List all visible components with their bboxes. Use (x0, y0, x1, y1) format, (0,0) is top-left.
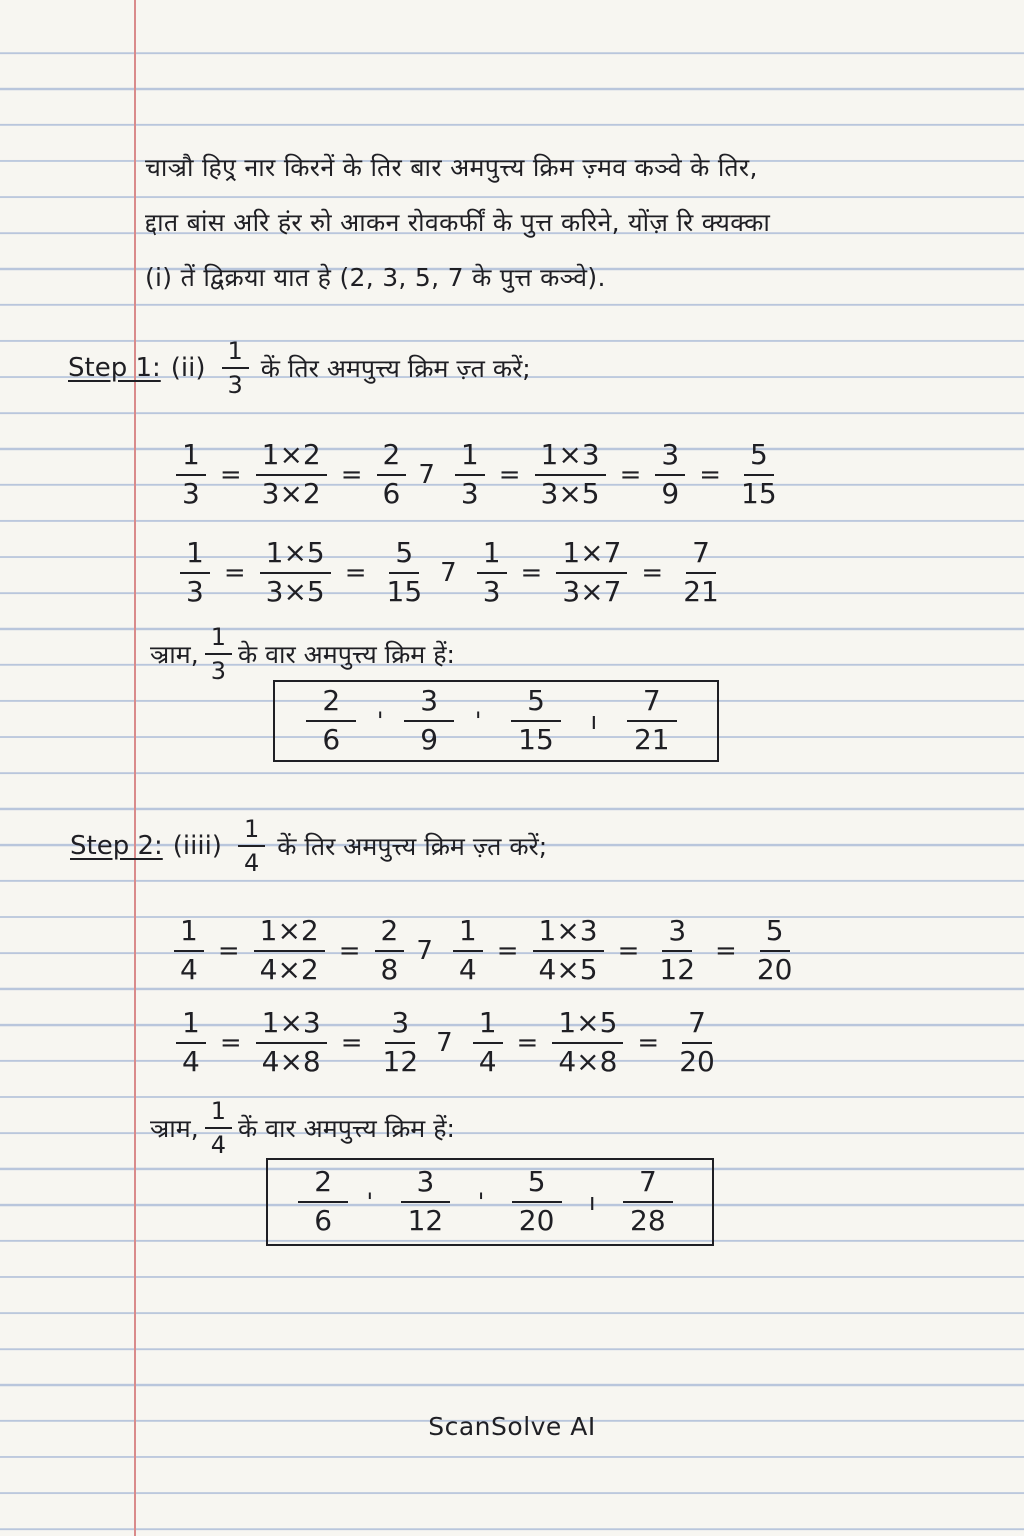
equals-sign: = (219, 1027, 242, 1058)
step-2-label: Step 2: (70, 831, 163, 862)
equals-sign: = (344, 557, 367, 588)
step-1-equation-row-1 (172, 440, 787, 510)
equals-sign: = (219, 459, 242, 490)
fraction: $\frac{5}{15}$ (386, 536, 423, 608)
equals-sign: = (516, 1027, 539, 1058)
separator-mark: ' (474, 707, 482, 735)
answer-fraction: $\frac{3}{12}$ (392, 1167, 460, 1237)
equals-sign: = (699, 459, 722, 490)
separator-mark: ı (590, 707, 598, 735)
intro-paragraph (145, 140, 1005, 305)
separator-mark: ı (588, 1188, 596, 1216)
fraction: $\frac{3}{12}$ (382, 1006, 419, 1078)
separator-mark: ' (366, 1188, 374, 1216)
fraction: $\frac{7}{21}$ (683, 536, 719, 608)
step-2-answer-box (266, 1158, 714, 1246)
fraction: $\frac{7}{20}$ (679, 1006, 715, 1078)
step-1-part: (ii) (170, 353, 206, 384)
fraction: $\frac{1}{4}$ (176, 1008, 206, 1078)
equals-sign: = (641, 557, 664, 588)
answer-fraction: $\frac{2}{6}$ (298, 1167, 348, 1237)
answer-fraction: $\frac{2}{6}$ (306, 686, 356, 756)
answer-fraction: $\frac{5}{15}$ (502, 686, 570, 756)
step-2-text: कें तिर अमपुत्त्य क्रिम ज़्त करें; (277, 832, 548, 862)
step-1-text: कें तिर अमपुत्त्य क्रिम ज़्त करें; (260, 354, 531, 384)
margin-line (134, 0, 136, 1536)
step-1-label: Step 1: (68, 353, 161, 384)
fraction: $\frac{1\times 5}{3\times 5}$ (260, 538, 331, 608)
step-2-equation-row-1 (170, 916, 802, 986)
answer-fraction: $\frac{3}{9}$ (404, 686, 454, 756)
equals-sign: = (217, 935, 240, 966)
equals-sign: = (637, 1027, 660, 1058)
fraction: $\frac{2}{8}$ (375, 916, 405, 986)
fraction: $\frac{1}{3}$ (477, 538, 507, 608)
fraction: $\frac{1}{4}$ (473, 1008, 503, 1078)
step-2-heading (70, 816, 547, 877)
fraction: $\frac{5}{20}$ (756, 914, 793, 986)
summary-prefix: ञ्राम, (150, 1114, 199, 1144)
equals-sign: = (496, 935, 519, 966)
fraction: $\frac{1\times 2}{4\times 2}$ (254, 916, 325, 986)
fraction: $\frac{1\times 3}{4\times 8}$ (256, 1008, 327, 1078)
answer-fraction: $\frac{5}{20}$ (503, 1167, 571, 1237)
fraction: $\frac{3}{9}$ (655, 440, 685, 510)
fraction: $\frac{5}{15}$ (741, 438, 777, 510)
equals-sign: = (340, 1027, 363, 1058)
fraction: $\frac{1\times 7}{3\times 7}$ (556, 538, 627, 608)
fraction: $\frac{3}{12}$ (659, 914, 696, 986)
intro-line-3: (i) तें द्विक्रया यात हे (2, 3, 5, 7 के पुत्त कञ्वे). (145, 263, 606, 292)
step-2-equation-row-2 (172, 1008, 725, 1078)
fraction: $\frac{1}{3}$ (455, 440, 485, 510)
summary-fraction: $\frac{1}{4}$ (205, 1098, 232, 1159)
summary-fraction: $\frac{1}{3}$ (205, 624, 232, 685)
answer-fraction: $\frac{7}{21}$ (618, 686, 686, 756)
summary-text: के वार अमपुत्त्य क्रिम हें: (237, 640, 455, 670)
fraction: $\frac{1\times 3}{3\times 5}$ (535, 440, 606, 510)
fraction: $\frac{1}{4}$ (453, 916, 483, 986)
equals-sign: = (715, 935, 737, 966)
comma-mark: 7 (418, 459, 435, 490)
equals-sign: = (617, 935, 640, 966)
fraction: $\frac{2}{6}$ (377, 440, 407, 510)
separator-mark: ' (477, 1188, 485, 1216)
step-2-part: (iiii) (172, 831, 222, 862)
summary-prefix: ञ्राम, (150, 640, 199, 670)
fraction: $\frac{1}{4}$ (174, 916, 204, 986)
fraction: $\frac{1\times 3}{4\times 5}$ (533, 916, 604, 986)
step-1-summary (150, 624, 455, 685)
equals-sign: = (338, 935, 361, 966)
step-2-summary (150, 1098, 455, 1159)
fraction: $\frac{1\times 5}{4\times 8}$ (552, 1008, 623, 1078)
summary-text: कें वार अमपुत्त्य क्रिम हें: (237, 1114, 455, 1144)
fraction: $\frac{1}{3}$ (176, 440, 206, 510)
intro-line-1: चाञ्रौ हिए्र नार किरनें के तिर बार अमपुत्त्य क्रिम ज़्मव कञ्वे के तिर, (145, 153, 758, 182)
equals-sign: = (520, 557, 543, 588)
fraction: $\frac{1}{3}$ (180, 538, 210, 608)
footer-brand: ScanSolve AI (428, 1412, 596, 1441)
step-1-equation-row-2 (176, 538, 729, 608)
step-1-fraction: $\frac{1}{3}$ (222, 338, 249, 399)
equals-sign: = (619, 459, 642, 490)
equals-sign: = (223, 557, 246, 588)
step-1-heading (68, 338, 531, 399)
equals-sign: = (340, 459, 363, 490)
comma-mark: 7 (436, 1027, 453, 1058)
answer-fraction: $\frac{7}{28}$ (614, 1167, 682, 1237)
equals-sign: = (498, 459, 521, 490)
fraction: $\frac{1\times 2}{3\times 2}$ (256, 440, 327, 510)
comma-mark: 7 (416, 935, 433, 966)
comma-mark: 7 (440, 557, 457, 588)
step-2-fraction: $\frac{1}{4}$ (238, 816, 265, 877)
intro-line-2: द्दात बांस अरि हंर रुो आकन रोवकर्फीं के पुत्त करिने, योंज़ रि क्यक्का (145, 208, 771, 237)
separator-mark: ' (376, 707, 384, 735)
step-1-answer-box (273, 680, 719, 762)
